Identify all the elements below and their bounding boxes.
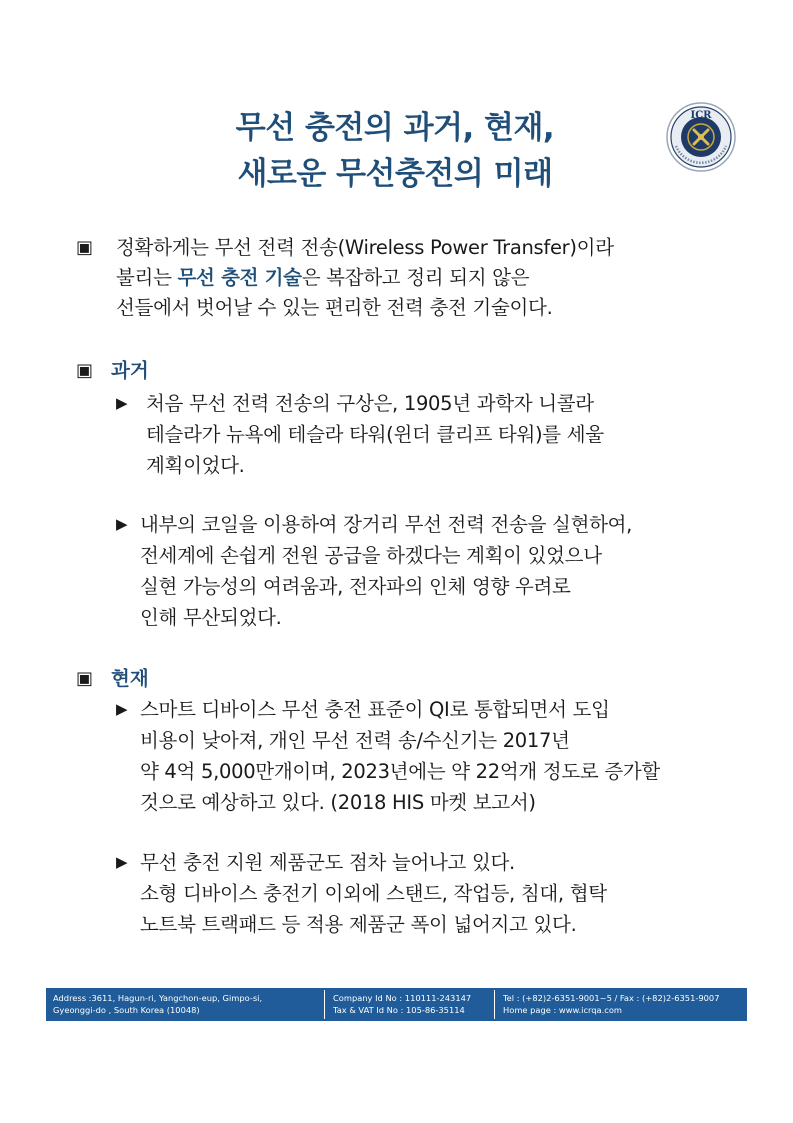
footer-tel-fax: Tel : (+82)2-6351-9001~5 / Fax : (+82)2-6351-9007: [503, 993, 720, 1003]
triangle-bullet-icon: ▶: [116, 515, 128, 533]
footer-company-id: Company Id No : 110111-243147: [333, 993, 472, 1003]
footer-divider: [324, 990, 325, 1019]
intro-line-2: [116, 263, 614, 293]
footer-tax-id: Tax & VAT Id No : 105-86-35114: [333, 1004, 465, 1015]
intro-line-2-post: 은 복잡하고 정리 되지 않은: [301, 266, 530, 289]
present-bullet-2-line-2: 소형 디바이스 충전기 이외에 스탠드, 작업등, 침대, 협탁: [140, 882, 607, 905]
section-title-past: 과거: [111, 359, 149, 382]
past-bullet-2-line-1: 내부의 코일을 이용하여 장거리 무선 전력 전송을 실현하여,: [140, 513, 633, 536]
present-bullet-1-line-4: 것으로 예상하고 있다. (2018 HIS 마켓 보고서): [140, 791, 536, 814]
past-bullet-2-line-2: 전세계에 손쉽게 전원 공급을 하겠다는 계획이 있었으나: [140, 544, 602, 567]
footer-bar: [46, 988, 747, 1021]
present-bullet-2: [116, 847, 607, 940]
icr-seal-logo: [666, 102, 736, 172]
title-line-1: 무선 충전의 과거, 현재,: [235, 110, 555, 146]
footer-address: [53, 993, 323, 1016]
intro-line-1: 정확하게는 무선 전력 전송(Wireless Power Transfer)이라: [116, 236, 614, 259]
past-bullet-1-line-2: 테슬라가 뉴욕에 테슬라 타워(윈더 클리프 타워)를 세울: [146, 423, 604, 446]
intro-line-2-pre: 불리는: [116, 266, 178, 289]
past-bullet-1-line-3: 계획이었다.: [146, 454, 245, 477]
footer-company: [333, 993, 493, 1016]
footer-address-line-1: Address :3611, Hagun-ri, Yangchon-eup, Gimpo-si,: [53, 993, 263, 1003]
intro-line-3: 선들에서 벗어날 수 있는 편리한 전력 충전 기술이다.: [116, 296, 553, 319]
past-bullet-1-line-1: 처음 무선 전력 전송의 구상은, 1905년 과학자 니콜라: [146, 392, 594, 415]
present-bullet-1-line-1: 스마트 디바이스 무선 충전 표준이 QI로 통합되면서 도입: [140, 698, 610, 721]
triangle-bullet-icon: ▶: [116, 700, 128, 718]
square-marker-icon: ▣: [76, 360, 94, 381]
past-bullet-2: [116, 509, 632, 633]
page-title: [150, 105, 640, 197]
footer-address-line-2: Gyeonggi-do , South Korea (10048): [53, 1004, 200, 1015]
triangle-bullet-icon: ▶: [116, 394, 128, 412]
footer-divider: [494, 990, 495, 1019]
intro-highlight: 무선 충전 기술: [177, 266, 302, 289]
intro-paragraph: [76, 233, 614, 323]
past-bullet-1: [116, 388, 604, 481]
present-bullet-2-line-3: 노트북 트랙패드 등 적용 제품군 폭이 넓어지고 있다.: [140, 913, 577, 936]
section-heading-past: [76, 356, 149, 386]
past-bullet-2-line-4: 인해 무산되었다.: [140, 606, 282, 629]
title-line-2: 새로운 무선충전의 미래: [237, 156, 553, 192]
logo-text: ICR: [690, 110, 712, 121]
section-heading-present: [76, 664, 149, 694]
past-bullet-2-line-3: 실현 가능성의 여려움과, 전자파의 인체 영향 우려로: [140, 575, 571, 598]
present-bullet-2-line-1: 무선 충전 지원 제품군도 점차 늘어나고 있다.: [140, 851, 515, 874]
section-title-present: 현재: [111, 667, 149, 690]
present-bullet-1-line-2: 비용이 낮아져, 개인 무선 전력 송/수신기는 2017년: [140, 729, 570, 752]
present-bullet-1-line-3: 약 4억 5,000만개이며, 2023년에는 약 22억개 정도로 증가할: [140, 760, 660, 783]
present-bullet-1: [116, 694, 660, 818]
triangle-bullet-icon: ▶: [116, 853, 128, 871]
footer-contact: [503, 993, 743, 1016]
footer-homepage-link[interactable]: Home page : www.icrqa.com: [503, 1004, 623, 1015]
square-marker-icon: ▣: [76, 668, 94, 689]
square-marker-icon: ▣: [76, 237, 93, 258]
